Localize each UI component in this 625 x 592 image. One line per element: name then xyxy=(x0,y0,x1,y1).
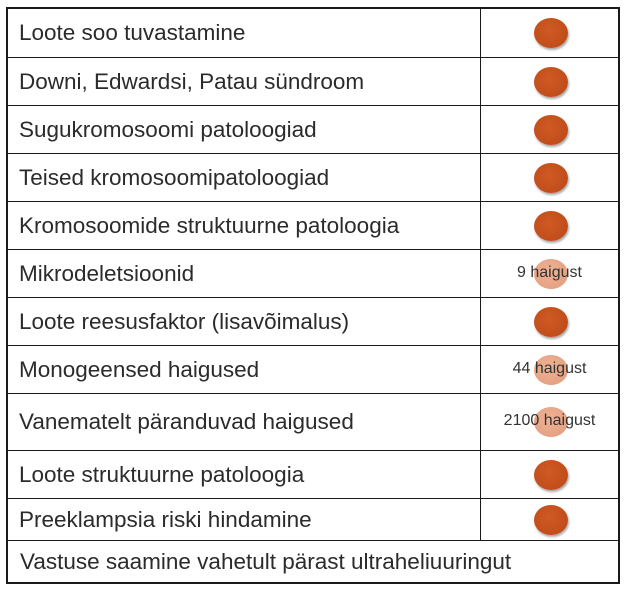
mark-cell xyxy=(480,394,618,450)
table-row xyxy=(8,57,618,105)
row-label: Kromosoomide struktuurne patoloogia xyxy=(19,212,400,238)
footer-note: Vastuse saamine vahetult pärast ultraheliuuringut xyxy=(20,548,512,574)
table-footer-row xyxy=(8,540,618,582)
mark-cell xyxy=(480,202,618,249)
row-label: Loote soo tuvastamine xyxy=(19,20,246,45)
included-dot-icon xyxy=(534,307,568,337)
disease-count-note: 44 haigust xyxy=(512,359,587,377)
row-label: Mikrodeletsioonid xyxy=(19,260,195,286)
table-row xyxy=(8,153,618,201)
disease-count-note: 9 haigust xyxy=(517,263,582,281)
included-dot-icon xyxy=(534,211,568,241)
disease-count-note: 2100 haigust xyxy=(503,412,596,429)
row-label: Monogeensed haigused xyxy=(19,356,260,382)
mark-cell xyxy=(480,298,618,345)
row-label: Loote struktuurne patoloogia xyxy=(19,461,305,487)
table-row xyxy=(8,105,618,153)
mark-cell xyxy=(480,451,618,498)
feature-table xyxy=(6,7,620,584)
included-dot-icon xyxy=(534,460,568,490)
table-row xyxy=(8,9,618,57)
included-dot-icon xyxy=(534,18,568,48)
mark-cell xyxy=(480,106,618,153)
table-row xyxy=(8,345,618,393)
table-row xyxy=(8,450,618,498)
included-dot-icon xyxy=(534,115,568,145)
table-row xyxy=(8,498,618,540)
mark-cell xyxy=(480,250,618,297)
mark-cell xyxy=(480,9,618,57)
row-label: Downi, Edwardsi, Patau sündroom xyxy=(19,68,365,94)
included-dot-icon xyxy=(534,67,568,97)
table-row xyxy=(8,393,618,450)
mark-cell xyxy=(480,499,618,540)
table-row xyxy=(8,201,618,249)
mark-cell xyxy=(480,58,618,105)
row-label: Sugukromosoomi patoloogiad xyxy=(19,116,317,142)
table-row xyxy=(8,249,618,297)
included-dot-icon xyxy=(534,163,568,193)
row-label: Teised kromosoomipatoloogiad xyxy=(19,164,330,190)
mark-cell xyxy=(480,346,618,393)
row-label: Preeklampsia riski hindamine xyxy=(19,506,312,532)
row-label: Loote reesusfaktor (lisavõimalus) xyxy=(19,308,350,334)
included-dot-icon xyxy=(534,505,568,535)
table-row xyxy=(8,297,618,345)
mark-cell xyxy=(480,154,618,201)
row-label: Vanematelt päranduvad haigused xyxy=(19,409,354,434)
